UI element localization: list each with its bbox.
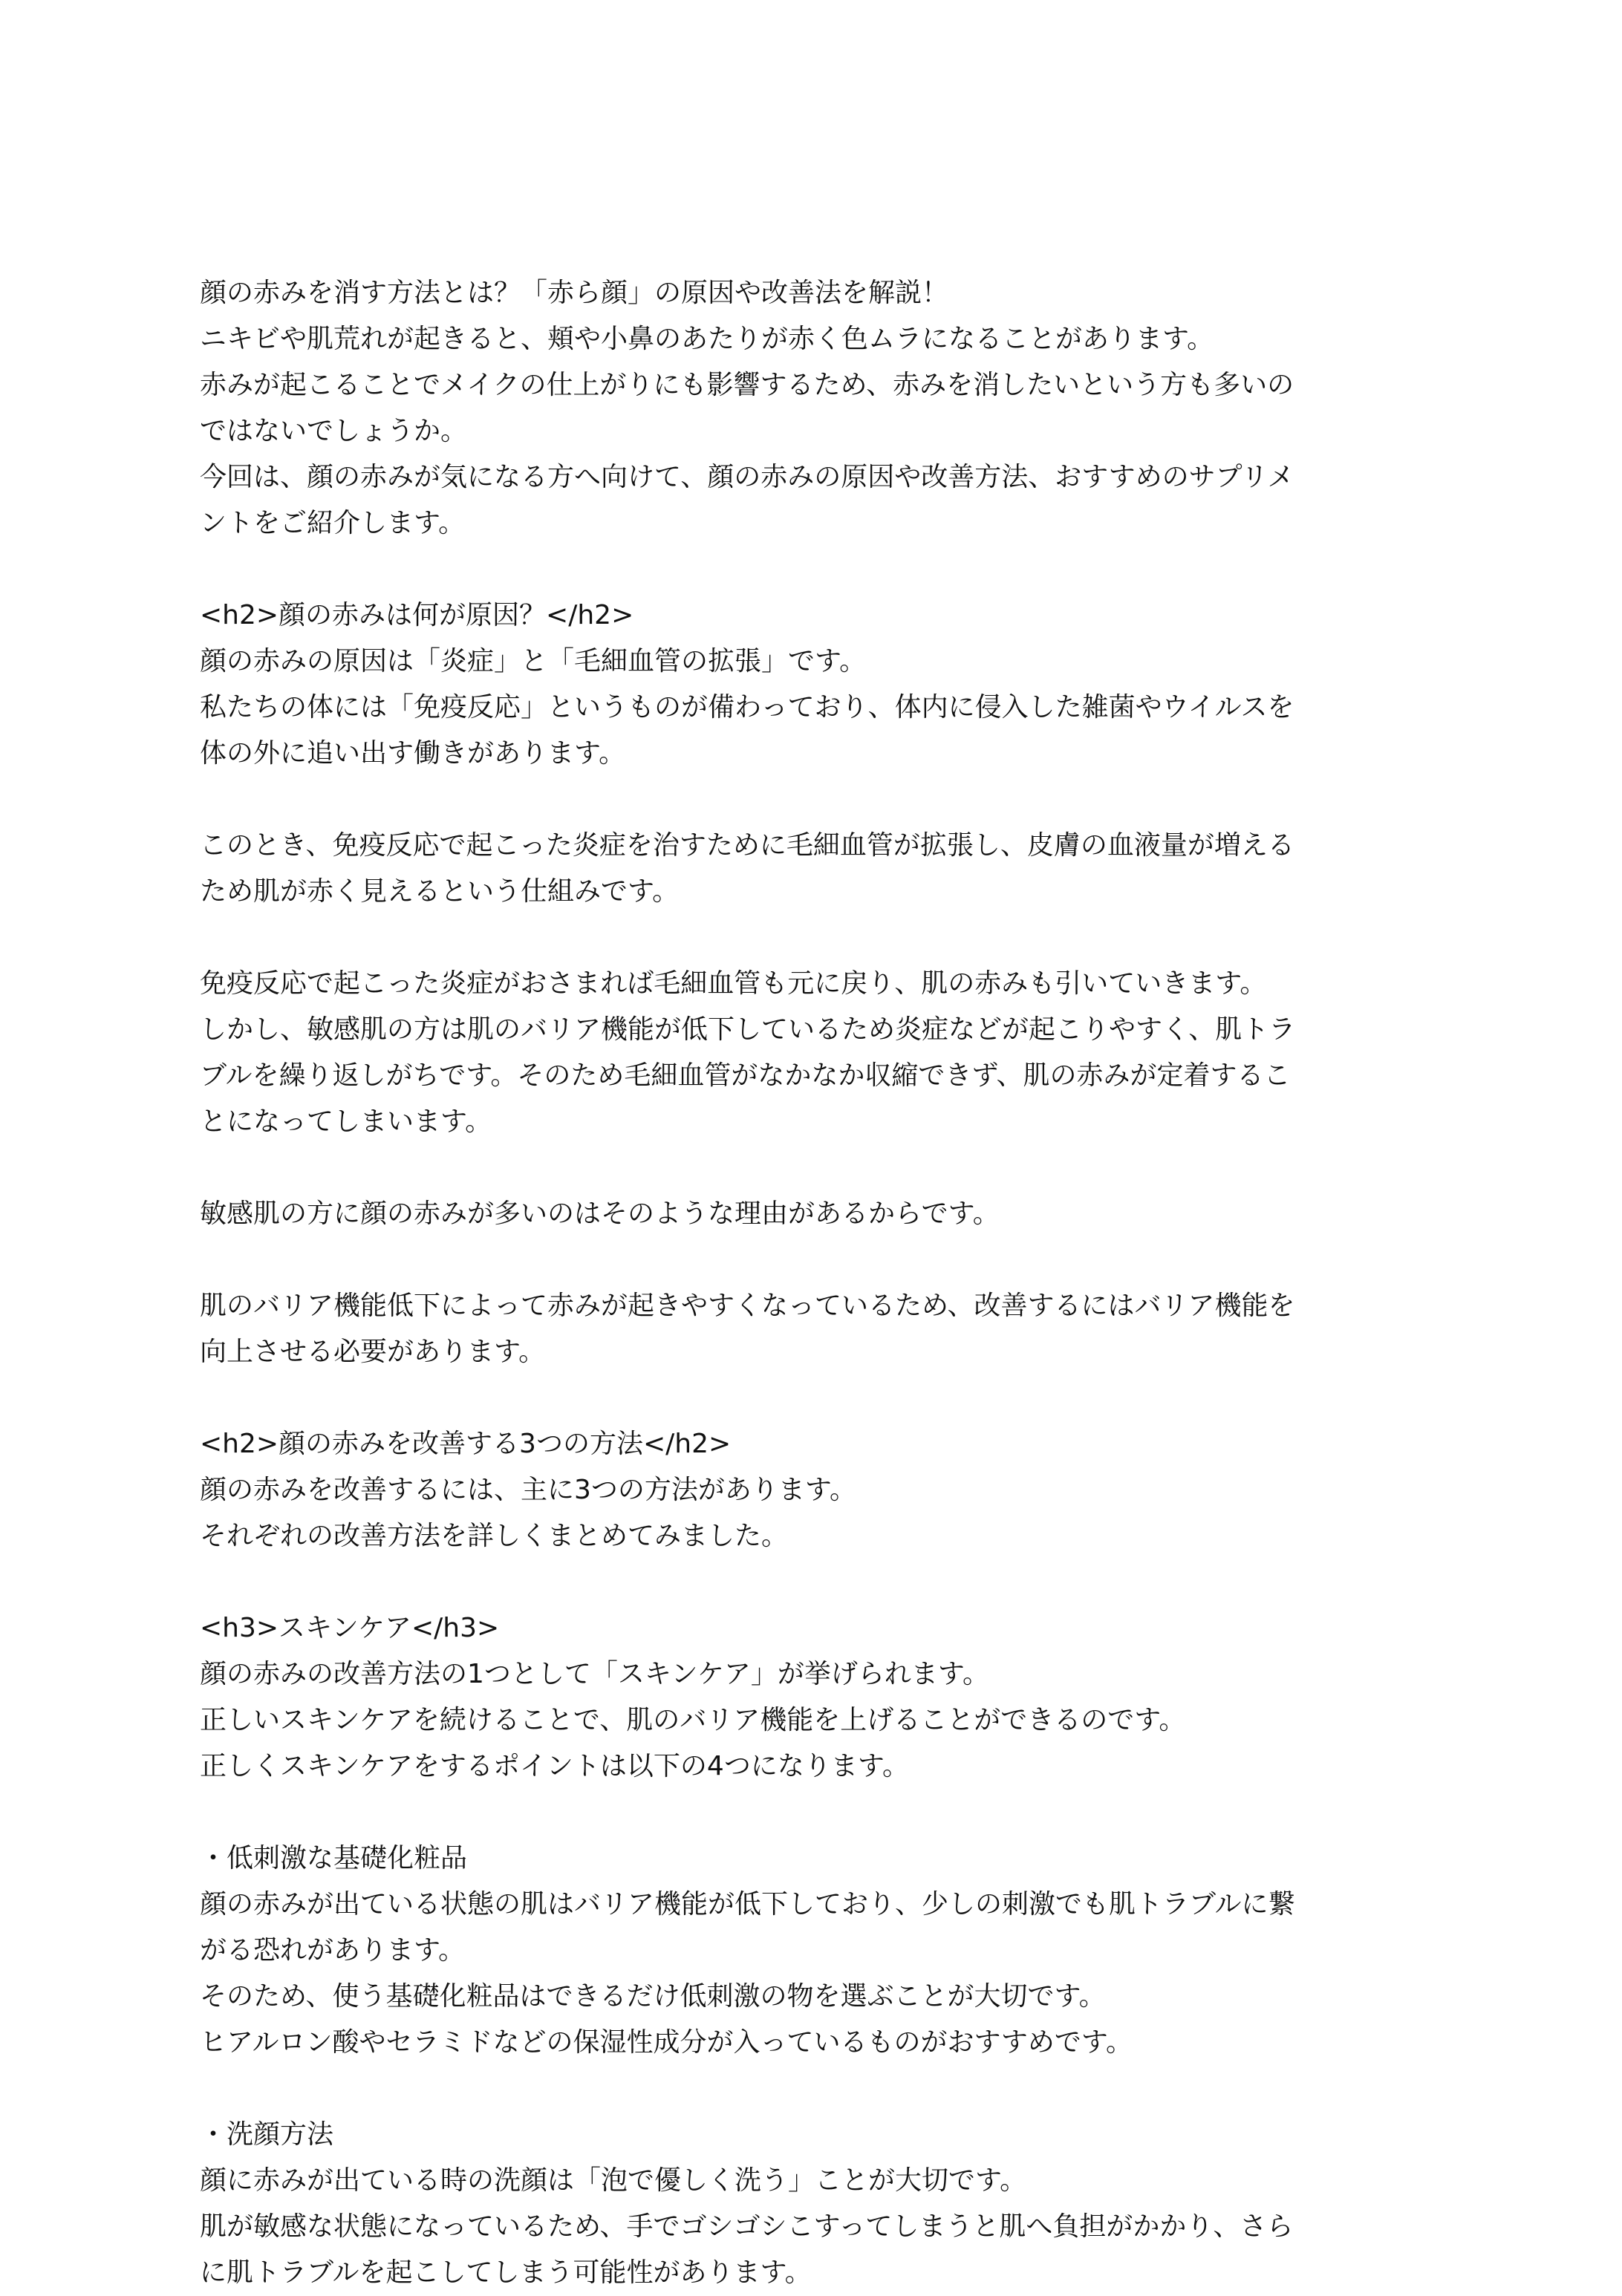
body-line: 私たちの体には「免疫反応」というものが備わっており、体内に侵入した雑菌やウイルスを bbox=[200, 692, 1294, 723]
subheading-line: <h3>スキンケア</h3> bbox=[200, 1613, 500, 1643]
body-line: ントをご紹介します。 bbox=[200, 508, 466, 538]
document-page bbox=[200, 270, 1447, 2296]
body-line: 顔の赤みが出ている状態の肌はバリア機能が低下しており、少しの刺激でも肌トラブルに繋 bbox=[200, 1889, 1295, 1920]
body-line: 顔の赤みの原因は「炎症」と「毛細血管の拡張」です。 bbox=[200, 646, 867, 676]
body-line: しかし、敏感肌の方は肌のバリア機能が低下しているため炎症などが起こりやすく、肌トラ bbox=[200, 1014, 1296, 1045]
body-line: それぞれの改善方法を詳しくまとめてみました。 bbox=[200, 1521, 789, 1551]
body-line: 顔に赤みが出ている時の洗顔は「泡で優しく洗う」ことが大切です。 bbox=[200, 2165, 1027, 2196]
body-line: ヒアルロン酸やセラミドなどの保湿性成分が入っているものがおすすめです。 bbox=[200, 2027, 1133, 2058]
body-line: 体の外に追い出す働きがあります。 bbox=[200, 738, 626, 769]
body-line: 今回は、顔の赤みが気になる方へ向けて、顔の赤みの原因や改善方法、おすすめのサプリメ bbox=[200, 462, 1294, 492]
heading-line: <h2>顔の赤みは何が原因？</h2> bbox=[200, 600, 634, 630]
body-line: 向上させる必要があります。 bbox=[200, 1337, 546, 1367]
blank-line bbox=[200, 2066, 1447, 2112]
body-line: とになってしまいます。 bbox=[200, 1106, 492, 1137]
body-line: 正しくスキンケアをするポイントは以下の4つになります。 bbox=[200, 1751, 909, 1781]
body-line: 肌のバリア機能低下によって赤みが起きやすくなっているため、改善するにはバリア機能を bbox=[200, 1291, 1295, 1321]
body-line: ため肌が赤く見えるという仕組みです。 bbox=[200, 876, 680, 907]
blank-line bbox=[200, 1375, 1447, 1421]
title-line: 顔の赤みを消す方法とは？「赤ら顔」の原因や改善法を解説！ bbox=[200, 278, 949, 308]
heading-line: <h2>顔の赤みを改善する3つの方法</h2> bbox=[200, 1429, 732, 1459]
blank-line bbox=[200, 1145, 1447, 1191]
body-line: 免疫反応で起こった炎症がおさまれば毛細血管も元に戻り、肌の赤みも引いていきます。 bbox=[200, 968, 1267, 999]
bullet-heading-line: ・洗顔方法 bbox=[200, 2119, 334, 2150]
blank-line bbox=[200, 915, 1447, 961]
body-line: 敏感肌の方に顔の赤みが多いのはそのような理由があるからです。 bbox=[200, 1198, 1000, 1229]
blank-line bbox=[200, 1559, 1447, 1605]
blank-line bbox=[200, 777, 1447, 823]
body-line: に肌トラブルを起こしてしまう可能性があります。 bbox=[200, 2257, 812, 2288]
body-line: ではないでしょうか。 bbox=[200, 416, 468, 446]
bullet-heading-line: ・低刺激な基礎化粧品 bbox=[200, 1843, 468, 1873]
body-line: 顔の赤みを改善するには、主に3つの方法があります。 bbox=[200, 1475, 857, 1505]
body-line: 正しいスキンケアを続けることで、肌のバリア機能を上げることができるのです。 bbox=[200, 1705, 1186, 1735]
body-line: がる恐れがあります。 bbox=[200, 1935, 466, 1966]
blank-line bbox=[200, 547, 1447, 593]
body-line: ブルを繰り返しがちです。そのため毛細血管がなかなか収縮できず、肌の赤みが定着するこ bbox=[200, 1060, 1291, 1091]
body-line: ニキビや肌荒れが起きると、頬や小鼻のあたりが赤く色ムラになることがあります。 bbox=[200, 324, 1214, 354]
body-line: 肌が敏感な状態になっているため、手でゴシゴシこすってしまうと肌へ負担がかかり、さら bbox=[200, 2211, 1294, 2242]
body-line: このとき、免疫反応で起こった炎症を治すために毛細血管が拡張し、皮膚の血液量が増える bbox=[200, 830, 1294, 861]
blank-line bbox=[200, 1237, 1447, 1283]
body-line: 顔の赤みの改善方法の1つとして「スキンケア」が挙げられます。 bbox=[200, 1659, 989, 1689]
body-line: 赤みが起こることでメイクの仕上がりにも影響するため、赤みを消したいという方も多いの bbox=[200, 370, 1294, 400]
blank-line bbox=[200, 1790, 1447, 1836]
body-line: そのため、使う基礎化粧品はできるだけ低刺激の物を選ぶことが大切です。 bbox=[200, 1981, 1106, 2012]
